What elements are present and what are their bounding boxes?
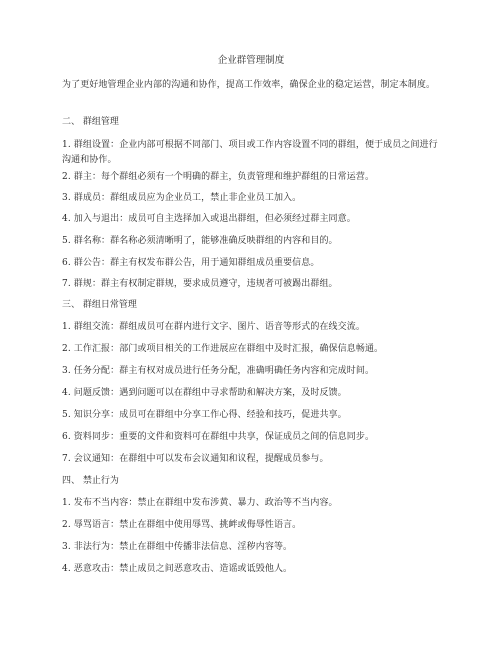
list-item: 3. 任务分配：群主有权对成员进行任务分配，准确明确任务内容和完成时间。 xyxy=(62,366,375,376)
list-item: 4. 恶意攻击：禁止成员之间恶意攻击、造谣或诋毁他人。 xyxy=(62,564,293,574)
list-item: 4. 加入与退出：成员可自主选择加入或退出群组，但必须经过群主同意。 xyxy=(62,214,356,224)
list-item: 1. 发布不当内容：禁止在群组中发布涉黄、暴力、政治等不当内容。 xyxy=(62,498,338,508)
list-item: 2. 群主：每个群组必须有一个明确的群主，负责管理和维护群组的日常运营。 xyxy=(62,172,375,182)
section-heading-daily-management: 三、 群组日常管理 xyxy=(62,300,137,310)
list-item: 5. 群名称：群名称必须清晰明了，能够准确反映群组的内容和目的。 xyxy=(62,236,338,246)
list-item: 6. 群公告：群主有权发布群公告，用于通知群组成员重要信息。 xyxy=(62,258,320,268)
list-item: 2. 工作汇报：部门或项目相关的工作进展应在群组中及时汇报，确保信息畅通。 xyxy=(62,344,384,354)
document-title: 企业群管理制度 xyxy=(217,55,285,66)
list-item: 3. 非法行为：禁止在群组中传播非法信息、淫秽内容等。 xyxy=(62,542,293,552)
intro-paragraph: 为了更好地管理企业内部的沟通和协作，提高工作效率，确保企业的稳定运营，制定本制度。 xyxy=(62,80,436,90)
list-item: 7. 会议通知：在群组中可以发布会议通知和议程，提醒成员参与。 xyxy=(62,454,329,464)
list-item: 7. 群规：群主有权制定群规，要求成员遵守，违规者可被踢出群组。 xyxy=(62,279,338,289)
list-item: 4. 问题反馈：遇到问题可以在群组中寻求帮助和解决方案，及时反馈。 xyxy=(62,388,347,398)
list-item: 2. 辱骂语言：禁止在群组中使用辱骂、挑衅或侮辱性语言。 xyxy=(62,520,302,530)
list-item: 3. 群成员：群组成员应为企业员工，禁止非企业员工加入。 xyxy=(62,193,302,203)
section-heading-group-management: 二、 群组管理 xyxy=(62,117,119,127)
list-item: 6. 资料同步：重要的文件和资料可在群组中共享，保证成员之间的信息同步。 xyxy=(62,432,375,442)
section-heading-prohibited-behavior: 四、 禁止行为 xyxy=(62,476,119,486)
list-item: 5. 知识分享：成员可在群组中分享工作心得、经验和技巧，促进共享。 xyxy=(62,410,347,420)
list-item: 1. 群组交流：群组成员可在群内进行文字、图片、语音等形式的在线交流。 xyxy=(62,322,365,332)
list-item: 1. 群组设置：企业内部可根据不同部门、项目或工作内容设置不同的群组，便于成员之间进行沟通和协作。 xyxy=(62,140,438,165)
